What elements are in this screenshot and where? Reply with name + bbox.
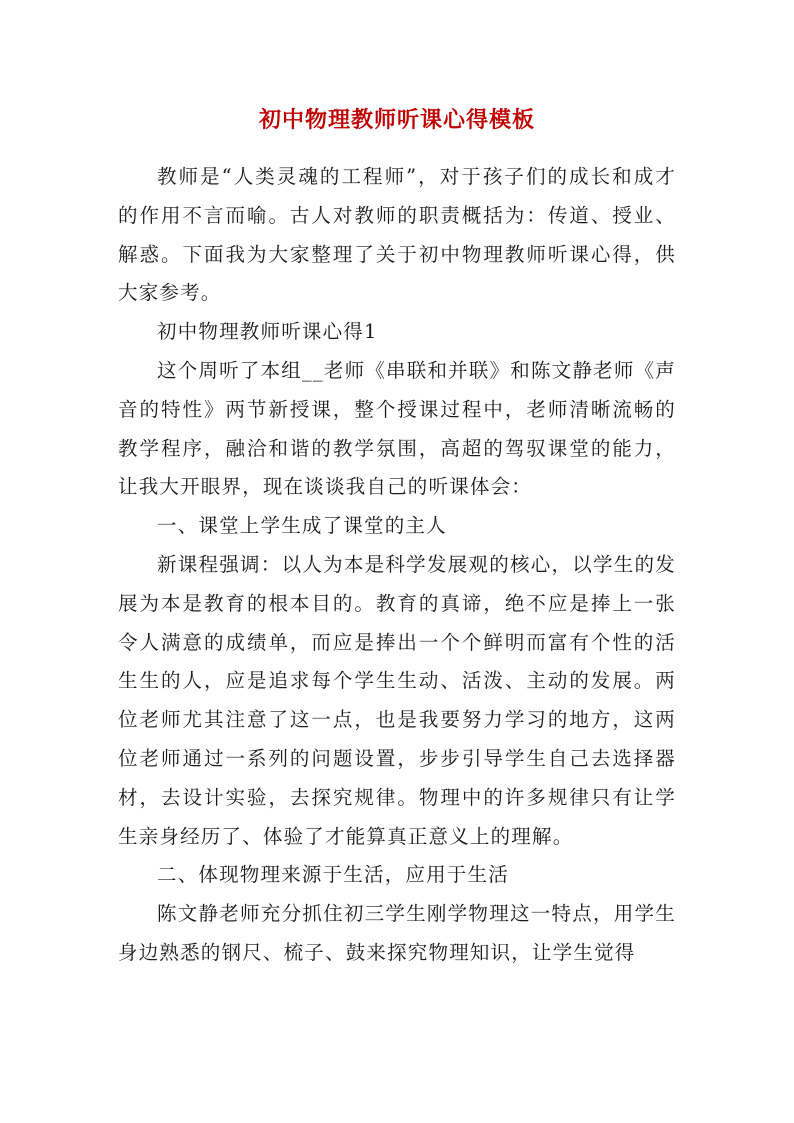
section-heading-1: 初中物理教师听课心得1 xyxy=(157,320,378,344)
body-paragraph: 陈文静老师充分抓住初三学生刚学物理这一特点，用学生身边熟悉的钢尺、梳子、鼓来探究物理知识，让学生觉得 xyxy=(118,902,676,964)
body-paragraph: 这个周听了本组__老师《串联和并联》和陈文静老师《声音的特性》两节新授课，整个授课过程中，老师清晰流畅的教学程序，融洽和谐的教学氛围，高超的驾驭课堂的能力，让我大开眼界，现在谈谈我自己的听课体会： xyxy=(118,358,676,499)
intro-paragraph: 教师是“人类灵魂的工程师”，对于孩子们的成长和成才的作用不言而喻。古人对教师的职责概括为：传道、授业、解惑。下面我为大家整理了关于初中物理教师听课心得，供大家参考。 xyxy=(118,165,676,305)
subheading-two: 二、体现物理来源于生活，应用于生活 xyxy=(157,863,509,887)
document-body xyxy=(118,158,676,973)
body-paragraph: 新课程强调：以人为本是科学发展观的核心，以学生的发展为本是教育的根本目的。教育的真谛，绝不应是捧上一张令人满意的成绩单，而应是捧出一个个鲜明而富有个性的活生生的人，应是追求每个学生生动、活泼、主动的发展。两位老师尤其注意了这一点，也是我要努力学习的地方，这两位老师通过一系列的问题设置，步步引导学生自己去选择器材，去设计实验，去探究规律。物理中的许多规律只有让学生亲身经历了、体验了才能算真正意义上的理解。 xyxy=(118,552,676,848)
document-title: 初中物理教师听课心得模板 xyxy=(258,107,535,133)
subheading-one: 一、课堂上学生成了课堂的主人 xyxy=(157,514,447,538)
